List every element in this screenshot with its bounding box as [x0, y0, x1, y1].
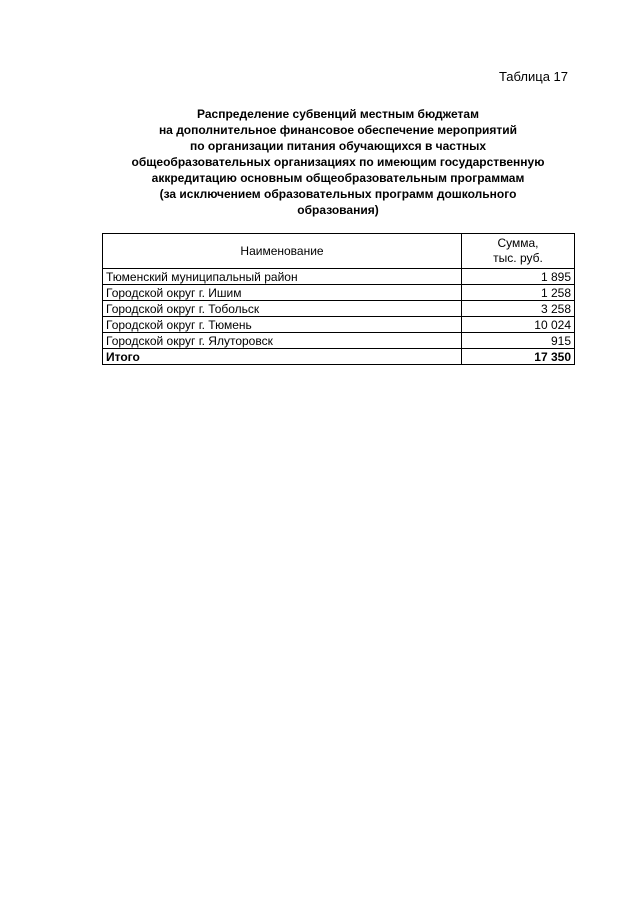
table-row	[103, 301, 575, 317]
row-name: Городской округ г. Ишим	[103, 285, 462, 301]
row-sum: 10 024	[462, 317, 575, 333]
subvention-table	[102, 233, 575, 365]
row-sum: 3 258	[462, 301, 575, 317]
title-line: на дополнительное финансовое обеспечение мероприятий	[158, 123, 518, 137]
document-title	[100, 106, 576, 218]
table-header-row	[103, 234, 575, 269]
header-sum-line2: тыс. руб.	[493, 251, 543, 265]
title-line: (за исключением образовательных программ дошкольного	[159, 187, 517, 201]
table-total-row	[103, 349, 575, 365]
row-sum: 1 258	[462, 285, 575, 301]
row-name: Городской округ г. Ялуторовск	[103, 333, 462, 349]
title-line: Распределение субвенций местным бюджетам	[197, 107, 479, 121]
title-line: аккредитацию основным общеобразовательным программам	[151, 171, 525, 185]
row-sum: 1 895	[462, 269, 575, 285]
table-row	[103, 285, 575, 301]
title-line: общеобразовательных организациях по имеющим государственную	[131, 155, 545, 169]
total-label: Итого	[103, 349, 462, 365]
title-line: образования)	[297, 203, 379, 217]
table-row	[103, 269, 575, 285]
table-number: Таблица 17	[498, 69, 568, 84]
row-name: Тюменский муниципальный район	[103, 269, 462, 285]
header-sum	[462, 234, 575, 269]
title-line: по организации питания обучающихся в частных	[189, 139, 487, 153]
row-name: Городской округ г. Тобольск	[103, 301, 462, 317]
header-sum-line1: Сумма,	[497, 236, 539, 250]
row-name: Городской округ г. Тюмень	[103, 317, 462, 333]
table-row	[103, 333, 575, 349]
table-row	[103, 317, 575, 333]
header-name: Наименование	[103, 234, 462, 269]
row-sum: 915	[462, 333, 575, 349]
total-sum: 17 350	[462, 349, 575, 365]
